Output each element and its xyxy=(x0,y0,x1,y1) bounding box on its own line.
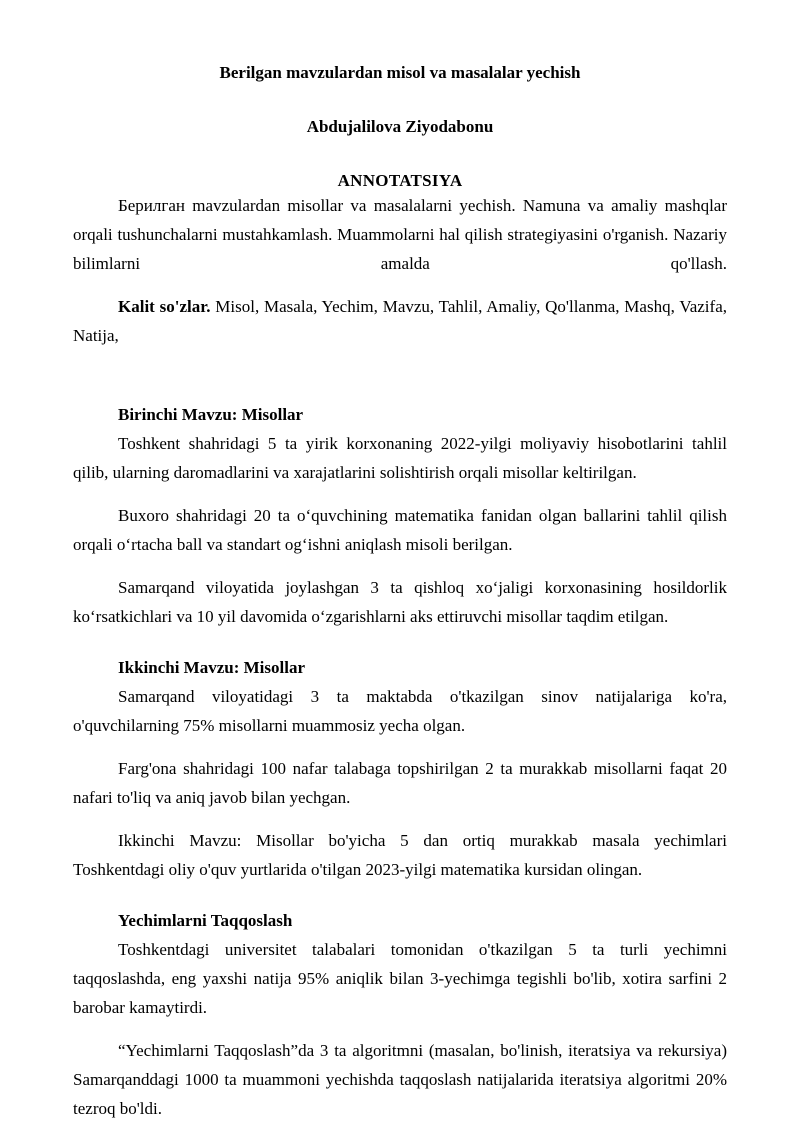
author-name: Abdujalilova Ziyodabonu xyxy=(306,117,494,136)
spacer xyxy=(73,631,727,653)
section-1-paragraph-3: Samarqand viloyatida joylashgan 3 ta qishloq xoʻjaligi korxonasining hosildorlik koʻrsatkichlari va 10 yil davomida oʻzgarishlarni aks ettiruvchi misollar taqdim etilgan. xyxy=(73,578,727,626)
spacer xyxy=(73,559,727,573)
document-content xyxy=(73,0,727,1123)
keywords-paragraph xyxy=(73,292,727,350)
keywords-label: Kalit so'zlar. xyxy=(118,297,211,316)
spacer xyxy=(73,278,727,292)
section-2-paragraph-1: Samarqand viloyatidagi 3 ta maktabda o'tkazilgan sinov natijalariga ko'ra, o'quvchilarning 75% misollarni muammosiz yecha olgan. xyxy=(73,687,727,735)
annotation-paragraph: Берилган mavzulardan misollar va masalalarni yechish. Namuna va amaliy mashqlar orqali tushunchalarni mustahkamlash. Muammolarni hal qilish strategiyasini o'rganish. Nazariy bilimlarni amalda qo'llash. xyxy=(73,196,727,273)
keywords-list: Misol, Masala, Yechim, Mavzu, Tahlil, Amaliy, Qo'llanma, Mashq, Vazifa, Natija, xyxy=(73,297,727,345)
spacer xyxy=(73,487,727,501)
section-heading-3: Yechimlarni Taqqoslash xyxy=(118,911,293,930)
section-3-paragraph-2: “Yechimlarni Taqqoslash”da 3 ta algoritmni (masalan, bo'linish, iteratsiya va rekursiya) Samarqanddagi 1000 ta muammoni yechishda taqqoslash natijalarida iteratsiya algoritmi 20% tezroq bo'ldi. xyxy=(73,1041,727,1118)
section-1-paragraph-2: Buxoro shahridagi 20 ta oʻquvchining matematika fanidan olgan ballarini tahlil qilish orqali oʻrtacha ball va standart ogʻishni aniqlash misoli berilgan. xyxy=(73,506,727,554)
section-2-paragraph-3: Ikkinchi Mavzu: Misollar bo'yicha 5 dan ortiq murakkab masala yechimlari Toshkentdagi oliy o'quv yurtlarida o'tilgan 2023-yilgi matematika kursidan olingan. xyxy=(73,831,727,879)
section-2-paragraph-2: Farg'ona shahridagi 100 nafar talabaga topshirilgan 2 ta murakkab misollarni faqat 20 nafari to'liq va aniq javob bilan yechgan. xyxy=(73,759,727,807)
spacer xyxy=(73,884,727,906)
section-1-paragraph-1: Toshkent shahridagi 5 ta yirik korxonaning 2022-yilgi moliyaviy hisobotlarini tahlil qilib, ularning daromadlarini va xarajatlarini solishtirish orqali misollar keltirilgan. xyxy=(73,434,727,482)
section-heading-2: Ikkinchi Mavzu: Misollar xyxy=(118,658,306,677)
spacer xyxy=(73,812,727,826)
page-title: Berilgan mavzulardan misol va masalalar yechish xyxy=(219,63,581,82)
spacer xyxy=(73,1022,727,1036)
annotation-heading: ANNOTATSIYA xyxy=(337,171,463,190)
section-3-paragraph-1: Toshkentdagi universitet talabalari tomonidan o'tkazilgan 5 ta turli yechimni taqqoslashda, eng yaxshi natija 95% aniqlik bilan 3-yechimga tegishli bo'lib, xotira sarfini 2 barobar kamaytirdi. xyxy=(73,940,727,1017)
spacer xyxy=(73,740,727,754)
spacer xyxy=(73,350,727,400)
section-heading-1: Birinchi Mavzu: Misollar xyxy=(118,405,304,424)
